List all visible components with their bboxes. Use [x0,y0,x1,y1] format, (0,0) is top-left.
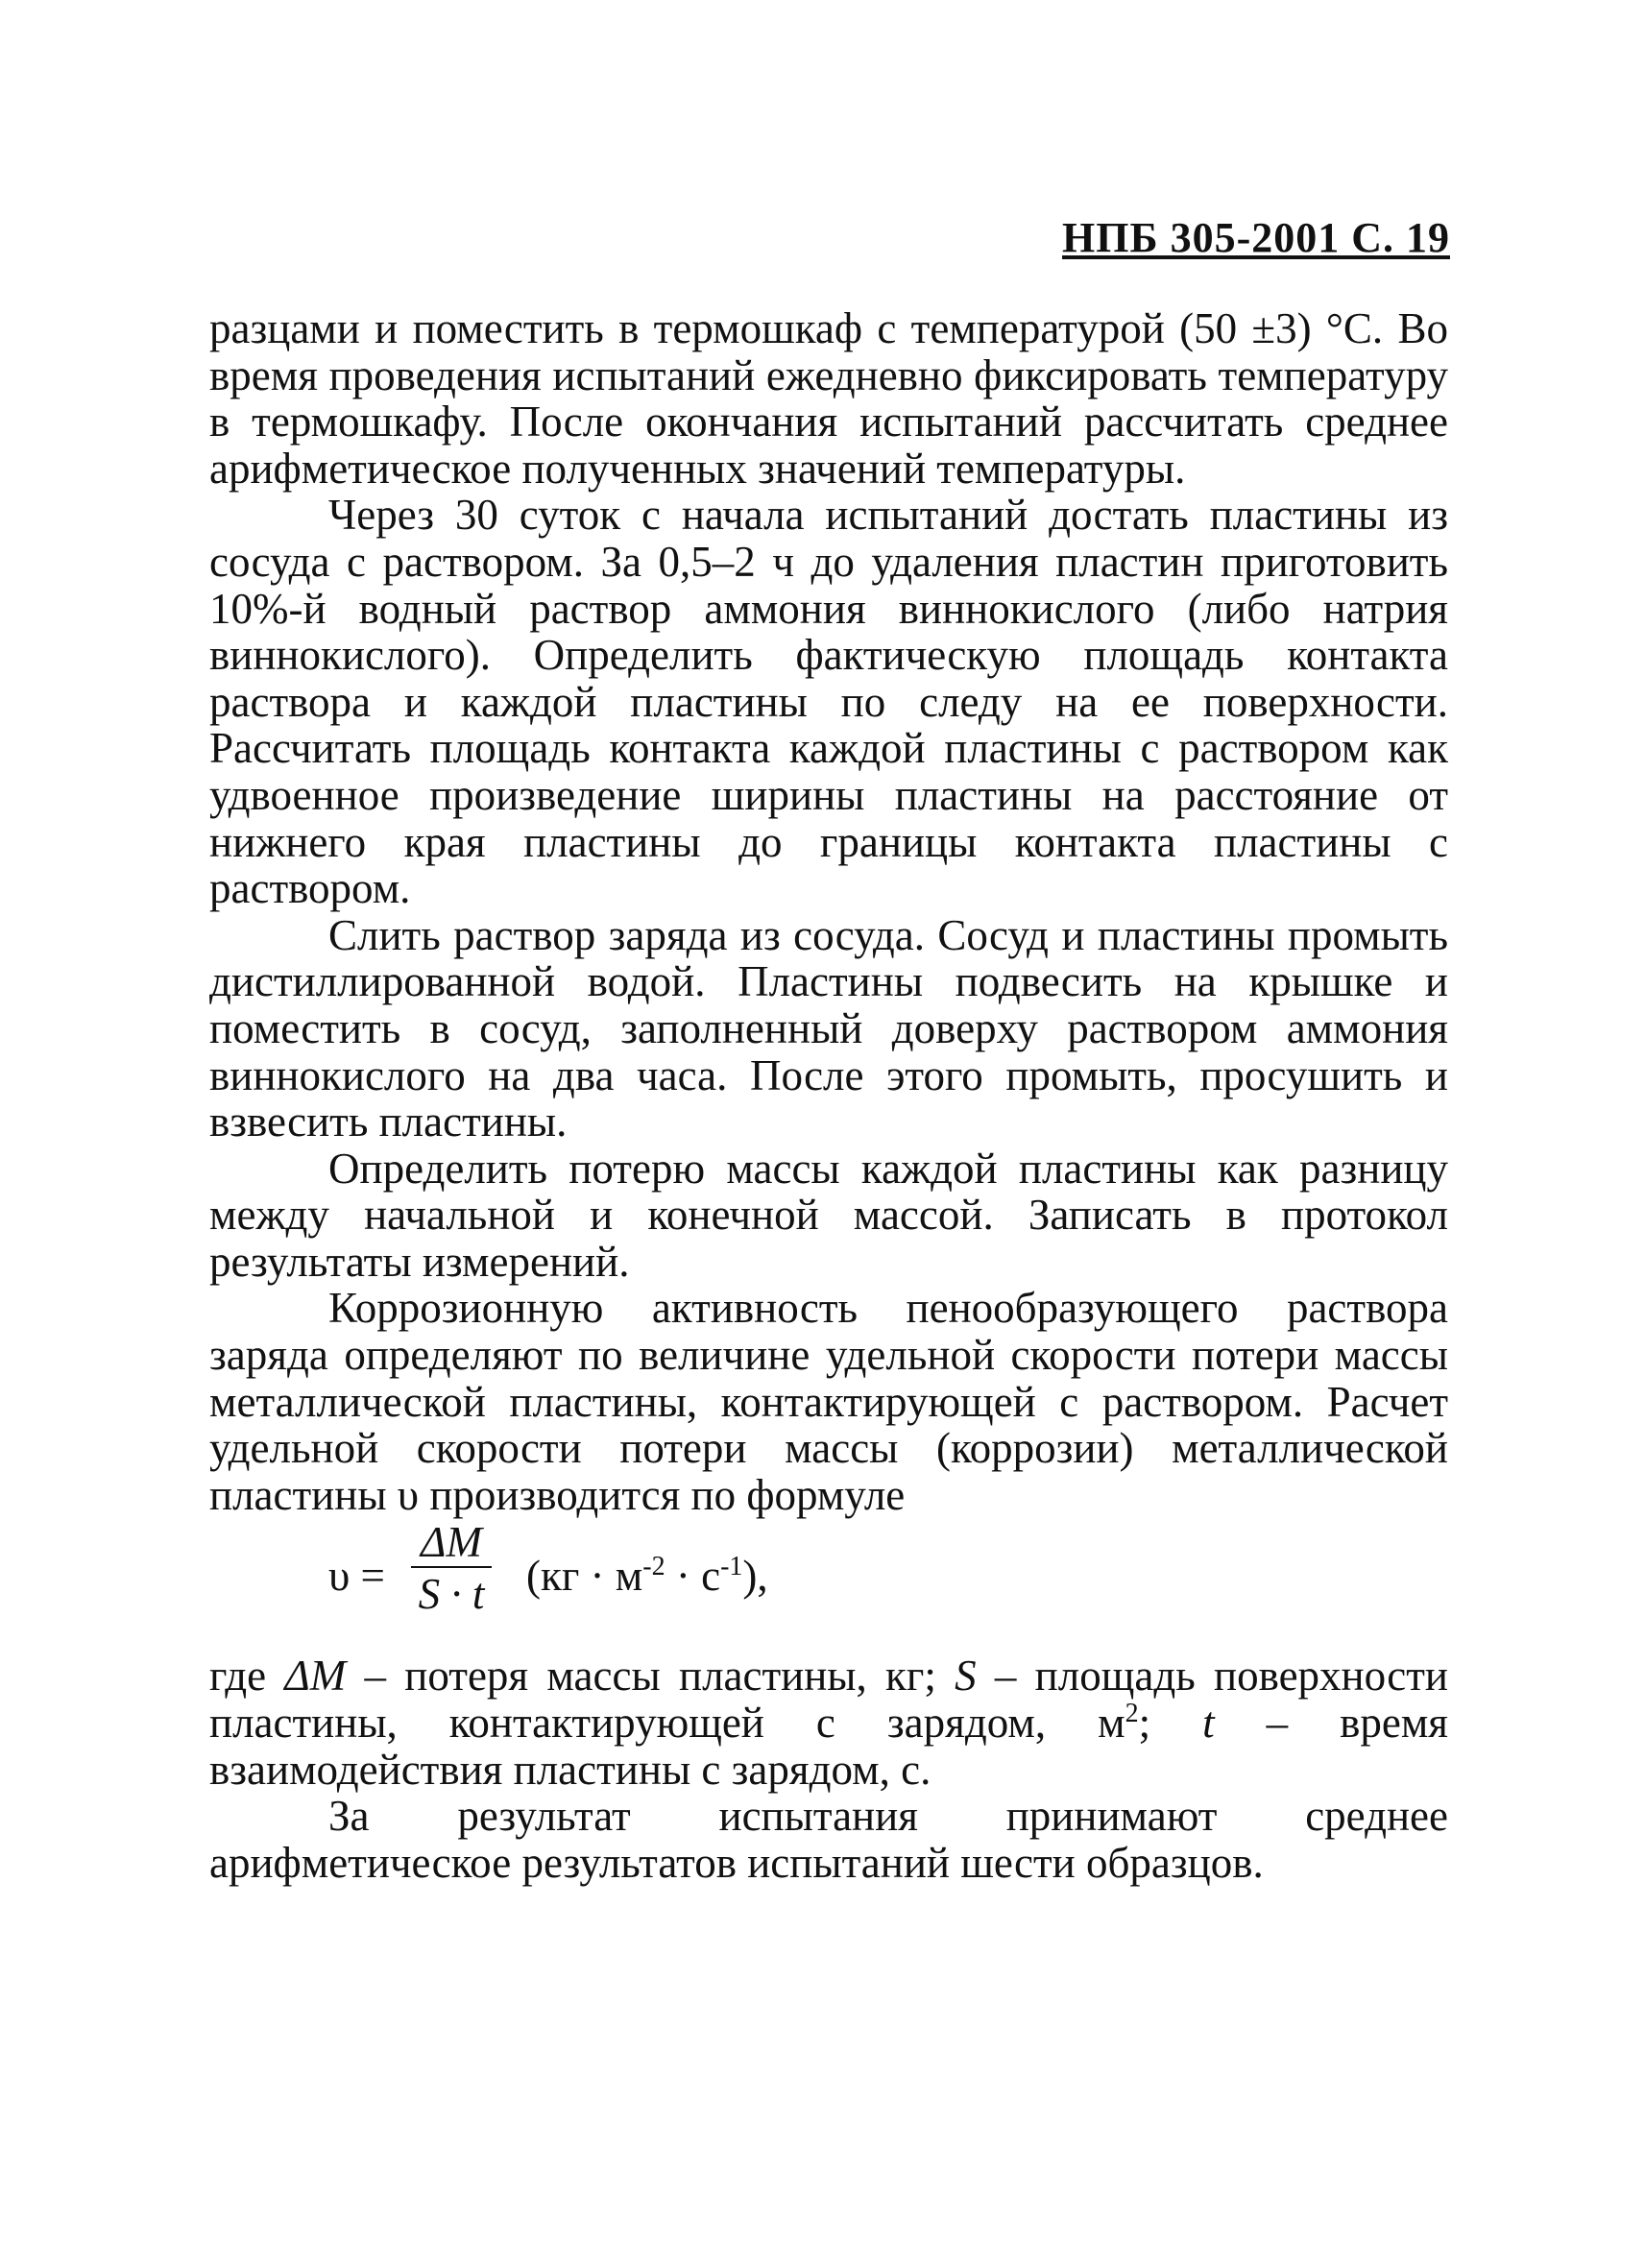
formula-unit-open: (кг · м [526,1552,643,1601]
formula-fraction [411,1518,492,1620]
where-text-3: – площадь поверхности пластины, контактирующей с зарядом, м [209,1652,1448,1748]
formula-lhs: υ = [328,1552,385,1601]
where-symbol-s: S [955,1652,977,1701]
document-body [209,305,1448,1886]
formula-unit-exp2: -1 [720,1552,743,1582]
formula-unit-close: ), [742,1552,768,1601]
paragraph-7: За результат испытания принимают среднее арифметическое результатов испытаний шести образцов. [209,1792,1448,1887]
where-text-4: ; [1138,1699,1203,1748]
where-symbol-delta-m: ΔM [284,1652,347,1701]
formula-numerator: ΔM [411,1518,492,1568]
formula-unit-mid: · с [665,1552,721,1601]
where-text-2: – потеря массы пластины, кг; [346,1652,956,1701]
corrosion-rate-formula [209,1518,1448,1653]
where-exponent-2: 2 [1125,1699,1139,1729]
where-text-1: где [209,1652,285,1701]
paragraph-1: разцами и поместить в термошкаф с температурой (50 ±3) °С. Во время проведения испытаний ежедневно фиксировать температуру в термошкафу. После окончания испытаний рассчитать среднее арифметическое полученных значений температуры. [209,304,1448,493]
formula-unit-exp1: -2 [642,1552,665,1582]
paragraph-4: Определить потерю массы каждой пластины как разницу между начальной и конечной массой. Записать в протокол результаты измерений. [209,1144,1448,1286]
where-symbol-t: t [1202,1699,1215,1748]
paragraph-3: Слить раствор заряда из сосуда. Сосуд и пластины промыть дистиллированной водой. Пластины подвесить на крышке и поместить в сосуд, заполненный доверху раствором аммония виннокислого на два часа. После этого промыть, просушить и взвесить пластины. [209,910,1448,1146]
formula-unit [526,1553,768,1600]
paragraph-6-where-clause [209,1653,1448,1793]
paragraph-5: Коррозионную активность пенообразующего раствора заряда определяют по величине удельной скорости потери массы металлической пластины, контактирующей с раствором. Расчет удельной скорости потери массы (коррозии) металлической пластины υ производится по формуле [209,1284,1448,1519]
where-text-5: – время взаимодействия пластины с зарядом, с. [209,1699,1448,1794]
page-header-doc-ref: НПБ 305-2001 С. 19 [1062,214,1450,261]
paragraph-2: Через 30 суток с начала испытаний достать пластины из сосуда с раствором. За 0,5–2 ч до удаления пластин приготовить 10%-й водный раствор аммония виннокислого (либо натрия виннокислого). Определить фактическую площадь контакта раствора и каждой пластины по следу на ее поверхности. Рассчитать площадь контакта каждой пластины с раствором как удвоенное произведение ширины пластины на расстояние от нижнего края пластины до границы контакта пластины с раствором. [209,491,1448,913]
formula-denominator: S · t [418,1570,485,1619]
